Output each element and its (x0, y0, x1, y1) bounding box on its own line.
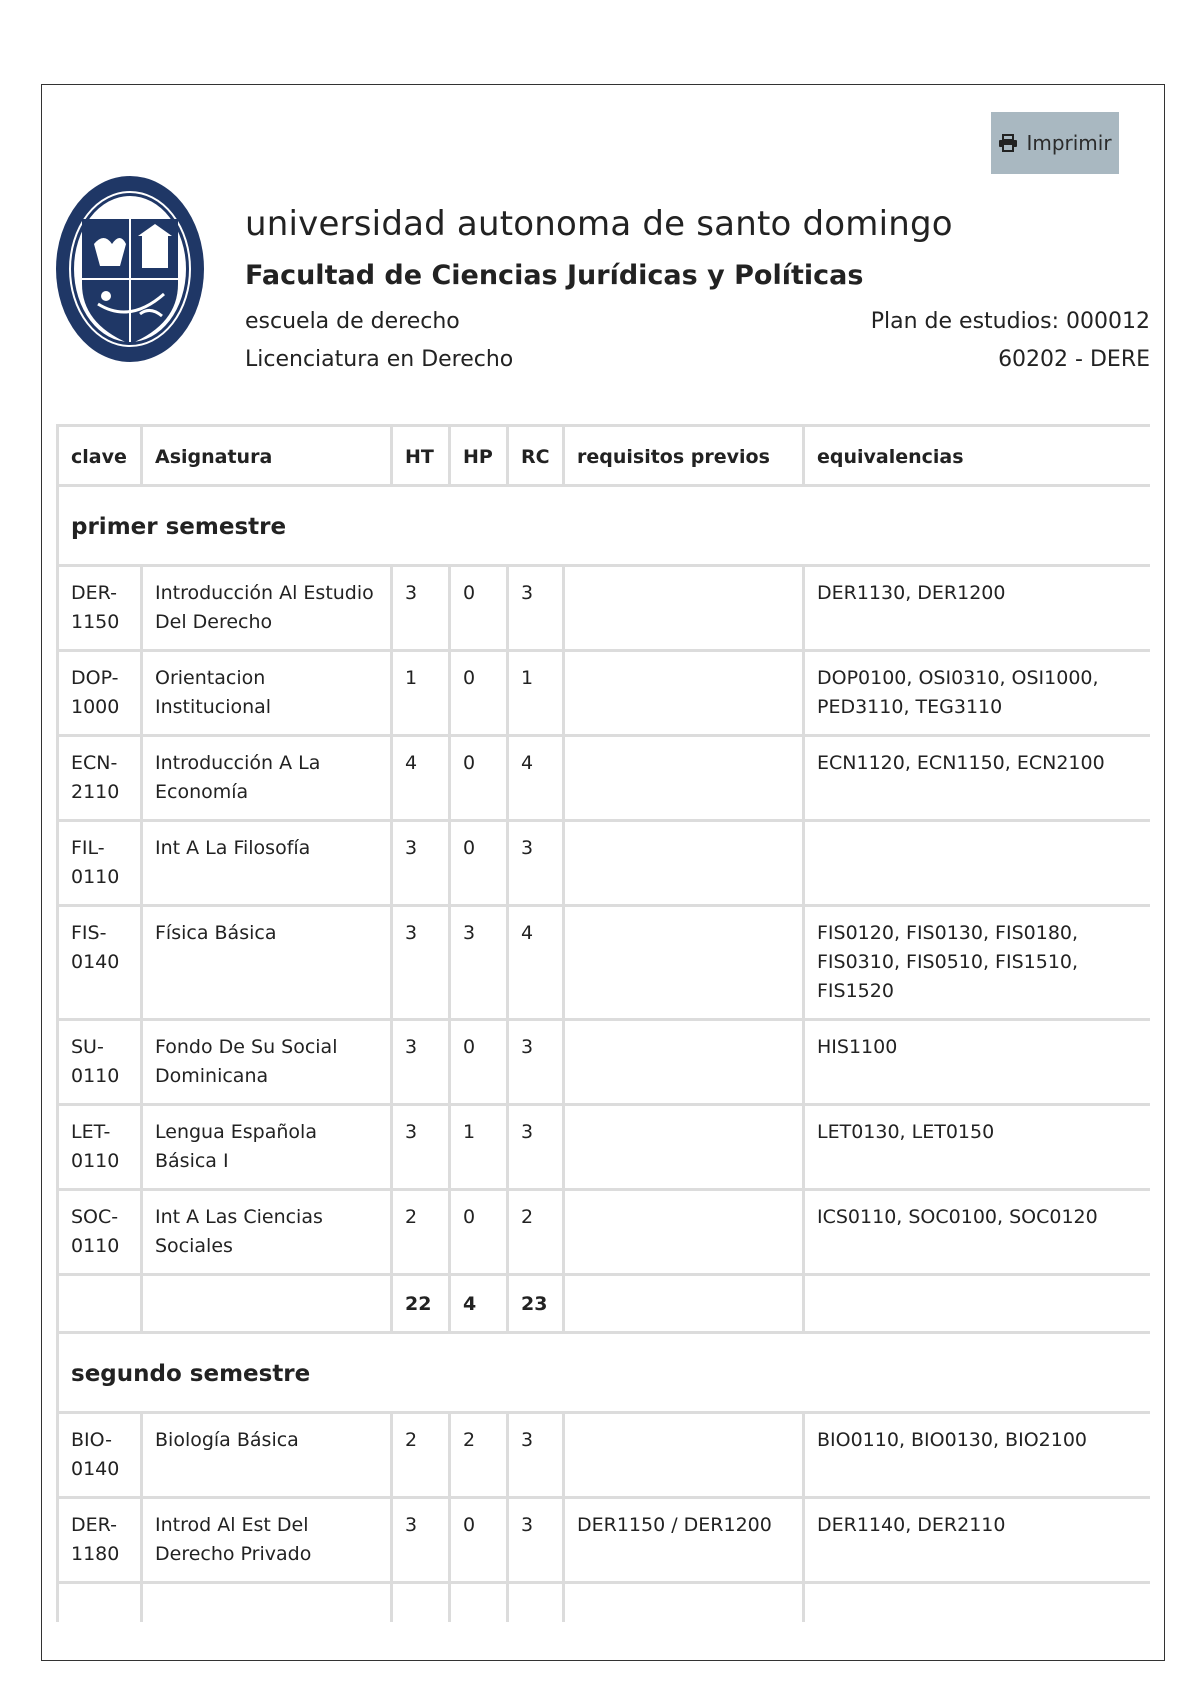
cell-hp: 3 (450, 906, 508, 1020)
cell-asignatura: Int A La Filosofía (142, 821, 392, 906)
cell-equivalencias: DER1140, DER2110 (804, 1498, 1151, 1583)
semester-row (58, 1333, 1151, 1413)
cell-ht: 3 (392, 1498, 450, 1583)
cell-equivalencias: HIS1100 (804, 1020, 1151, 1105)
cell-hp: 0 (450, 566, 508, 651)
cell-asignatura: Introducción Al Estudio Del Derecho (142, 566, 392, 651)
cell-clave: BIO-0140 (58, 1413, 142, 1498)
cell-rc: 4 (508, 906, 564, 1020)
semester-title: segundo semestre (58, 1333, 1151, 1413)
cell-empty (392, 1583, 450, 1623)
cell-rc: 1 (508, 651, 564, 736)
cell-clave: SOC-0110 (58, 1190, 142, 1275)
cell-asignatura: Introd Al Est Del Derecho Privado (142, 1498, 392, 1583)
cell-requisitos (564, 906, 804, 1020)
table-row (58, 1583, 1151, 1623)
table-row (58, 566, 1151, 651)
printer-icon (998, 134, 1018, 152)
cell-asignatura: Fondo De Su Social Dominicana (142, 1020, 392, 1105)
university-seal (54, 174, 206, 364)
col-header-clave: clave (58, 426, 142, 486)
total-hp: 4 (450, 1275, 508, 1333)
cell-equivalencias (804, 821, 1151, 906)
cell-empty (142, 1583, 392, 1623)
col-header-equivalencias: equivalencias (804, 426, 1151, 486)
cell-hp: 2 (450, 1413, 508, 1498)
col-header-ht: HT (392, 426, 450, 486)
cell-rc: 3 (508, 821, 564, 906)
cell-empty (804, 1583, 1151, 1623)
cell-hp: 0 (450, 821, 508, 906)
cell-clave: LET-0110 (58, 1105, 142, 1190)
cell-ht: 4 (392, 736, 450, 821)
table-row (58, 736, 1151, 821)
university-name: universidad autonoma de santo domingo (245, 204, 953, 244)
cell-asignatura: Int A Las Ciencias Sociales (142, 1190, 392, 1275)
cell-clave: FIL-0110 (58, 821, 142, 906)
school-name: escuela de derecho (245, 309, 460, 334)
cell-empty (508, 1583, 564, 1623)
total-empty (58, 1275, 142, 1333)
cell-clave: SU-0110 (58, 1020, 142, 1105)
cell-rc: 3 (508, 1020, 564, 1105)
table-row (58, 1020, 1151, 1105)
total-rc: 23 (508, 1275, 564, 1333)
table-row (58, 1190, 1151, 1275)
table-row (58, 906, 1151, 1020)
cell-requisitos (564, 651, 804, 736)
cell-empty (450, 1583, 508, 1623)
cell-requisitos (564, 1190, 804, 1275)
table-row (58, 1413, 1151, 1498)
cell-clave: FIS-0140 (58, 906, 142, 1020)
cell-rc: 2 (508, 1190, 564, 1275)
cell-equivalencias: ICS0110, SOC0100, SOC0120 (804, 1190, 1151, 1275)
cell-asignatura: Introducción A La Economía (142, 736, 392, 821)
cell-ht: 2 (392, 1190, 450, 1275)
table-header-row (58, 426, 1151, 486)
total-ht: 22 (392, 1275, 450, 1333)
cell-hp: 0 (450, 736, 508, 821)
cell-asignatura: Lengua Española Básica I (142, 1105, 392, 1190)
cell-ht: 3 (392, 906, 450, 1020)
cell-ht: 3 (392, 821, 450, 906)
cell-hp: 0 (450, 1020, 508, 1105)
cell-equivalencias: ECN1120, ECN1150, ECN2100 (804, 736, 1151, 821)
cell-requisitos (564, 736, 804, 821)
table-row (58, 1105, 1151, 1190)
study-plan: Plan de estudios: 000012 (870, 309, 1150, 334)
cell-clave: ECN-2110 (58, 736, 142, 821)
cell-requisitos (564, 821, 804, 906)
cell-ht: 3 (392, 1020, 450, 1105)
col-header-hp: HP (450, 426, 508, 486)
table-row (58, 1498, 1151, 1583)
cell-requisitos (564, 1105, 804, 1190)
cell-hp: 0 (450, 1190, 508, 1275)
cell-rc: 3 (508, 1498, 564, 1583)
cell-asignatura: Orientacion Institucional (142, 651, 392, 736)
col-header-requisitos: requisitos previos (564, 426, 804, 486)
cell-ht: 1 (392, 651, 450, 736)
faculty-name: Facultad de Ciencias Jurídicas y Políticas (245, 260, 864, 291)
col-header-asignatura: Asignatura (142, 426, 392, 486)
cell-hp: 0 (450, 651, 508, 736)
cell-equivalencias: FIS0120, FIS0130, FIS0180, FIS0310, FIS0510, FIS1510, FIS1520 (804, 906, 1151, 1020)
totals-row (58, 1275, 1151, 1333)
col-header-rc: RC (508, 426, 564, 486)
cell-asignatura: Física Básica (142, 906, 392, 1020)
table-row (58, 651, 1151, 736)
print-button[interactable] (991, 112, 1119, 174)
cell-clave: DER-1150 (58, 566, 142, 651)
cell-hp: 0 (450, 1498, 508, 1583)
cell-ht: 3 (392, 1105, 450, 1190)
cell-equivalencias: DOP0100, OSI0310, OSI1000, PED3110, TEG3110 (804, 651, 1151, 736)
cell-empty (564, 1583, 804, 1623)
cell-requisitos: DER1150 / DER1200 (564, 1498, 804, 1583)
total-empty (142, 1275, 392, 1333)
cell-requisitos (564, 1020, 804, 1105)
cell-ht: 3 (392, 566, 450, 651)
career-code: 60202 - DERE (998, 347, 1150, 372)
cell-ht: 2 (392, 1413, 450, 1498)
cell-equivalencias: BIO0110, BIO0130, BIO2100 (804, 1413, 1151, 1498)
total-empty (564, 1275, 804, 1333)
cell-empty (58, 1583, 142, 1623)
cell-requisitos (564, 566, 804, 651)
cell-clave: DER-1180 (58, 1498, 142, 1583)
cell-rc: 4 (508, 736, 564, 821)
total-empty (804, 1275, 1151, 1333)
semester-row (58, 486, 1151, 566)
cell-clave: DOP-1000 (58, 651, 142, 736)
cell-rc: 3 (508, 566, 564, 651)
cell-rc: 3 (508, 1413, 564, 1498)
curriculum-table (56, 424, 1150, 1622)
cell-requisitos (564, 1413, 804, 1498)
career-name: Licenciatura en Derecho (245, 347, 514, 372)
curriculum-table-container (56, 424, 1150, 1622)
table-row (58, 821, 1151, 906)
cell-equivalencias: LET0130, LET0150 (804, 1105, 1151, 1190)
cell-rc: 3 (508, 1105, 564, 1190)
cell-equivalencias: DER1130, DER1200 (804, 566, 1151, 651)
cell-asignatura: Biología Básica (142, 1413, 392, 1498)
semester-title: primer semestre (58, 486, 1151, 566)
cell-hp: 1 (450, 1105, 508, 1190)
print-button-label: Imprimir (1026, 131, 1112, 155)
